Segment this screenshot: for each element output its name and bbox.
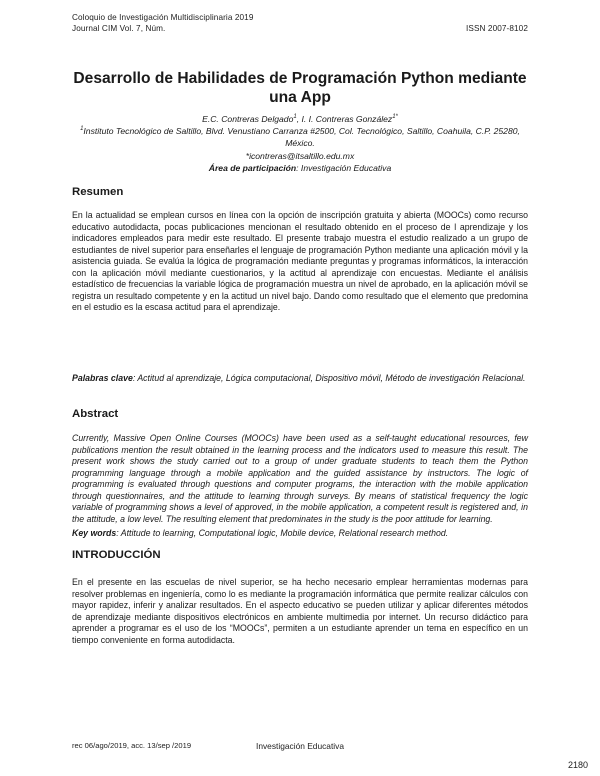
issn-label: ISSN 2007-8102: [466, 24, 528, 33]
affiliation-text: Instituto Tecnológico de Saltillo, Blvd. Venustiano Carranza #2500, Col. Tecnológico, Saltillo, Coahuila, C.P. 25280, México.: [83, 126, 520, 148]
author-email[interactable]: *icontreras@itsaltillo.edu.mx: [245, 151, 355, 161]
area-value: : Investigación Educativa: [296, 163, 392, 173]
abstract-paragraph: Currently, Massive Open Online Courses (MOOCs) have been used as a self-taught educational resources, few publications mention the result obtained in the learning process and the indicators used to measure this result. The present work shows the study carried out to a group of under graduate students to teach them the Python programming language through a mobile application and the guided assistance by instructors. The logic of programming is evaluated through questions and computer programs, the interaction with the mobile application through questionnaires, and the attitude to learning through surveys. By means of statistical frequency the logic variable of programming shows a level of approved, in the mobile application, a competent result is registered and, in the attitude, a low level. The resulting element that predominates in the study is the poor attitude for learning.: [72, 433, 528, 524]
introduccion-heading: INTRODUCCIÓN: [72, 549, 161, 561]
palabras-clave-text: : Actitud al aprendizaje, Lógica computacional, Dispositivo móvil, Método de investigación Relacional.: [132, 373, 526, 383]
palabras-clave-label: Palabras clave: [72, 373, 133, 383]
author-name-1: E.C. Contreras Delgado: [202, 114, 294, 124]
palabras-clave: [72, 373, 528, 385]
author-sup-2: 1*: [392, 114, 398, 121]
author-sup-1: 1: [293, 114, 297, 121]
resumen-paragraph: En la actualidad se emplean cursos en línea con la opción de inscripción gratuita y abierta (MOOCs) como recurso educativo autodidacta, pocas publicaciones mencionan el resultado obtenido en el proceso de l aprendizaje y los indicadores empleados para medir este resultado. El presente trabajo muestra el estudio realizado a un grupo de estudiantes de nivel superior para enseñarles el lenguaje de programación Python mediante una aplicación móvil y la asistencia guiada. Se evalúa la lógica de programación mediante preguntas y programas informáticos, la interacción con la aplicación móvil mediante cuestionarios, y la actitud al aprendizaje con encuestas. Mediante el análisis estadístico de frecuencias la variable lógica de programación muestra un nivel de aprobado, en la aplicación móvil se registra un resultado competente y en la actitud un nivel bajo. Dando como resultado que el elemento que predomina en el estudio es la escasa actitud para el aprendizaje.: [72, 210, 528, 313]
key-words-label: Key words: [72, 528, 117, 538]
key-words: [72, 528, 528, 540]
journal-header-line1: Coloquio de Investigación Multidisciplinaria 2019: [72, 13, 254, 22]
participation-area: [72, 162, 528, 174]
key-words-text: : Attitude to learning, Computational logic, Mobile device, Relational research method.: [116, 528, 449, 538]
author-list: [72, 113, 528, 125]
journal-header-line2: Journal CIM Vol. 7, Núm.: [72, 24, 166, 33]
footer-section-label: Investigación Educativa: [256, 741, 344, 751]
abstract-heading: Abstract: [72, 408, 119, 420]
paper-title: Desarrollo de Habilidades de Programación Python mediante una App: [73, 70, 527, 106]
received-accepted-dates: rec 06/ago/2019, acc. 13/sep /2019: [72, 741, 192, 750]
resumen-heading: Resumen: [72, 186, 124, 198]
area-label: Área de participación: [208, 163, 297, 173]
introduccion-paragraph: En el presente en las escuelas de nivel superior, se ha hecho necesario emplear herramientas modernas para resolver problemas en ingeniería, como lo es mediante la programación informática que permite realizar cálculos con mayor rapidez, inferir y analizar resultados. En el aspecto educativo se pueden utilizar y aplicar diferentes métodos de aprendizaje mediante dispositivos electrónicos en ambiente multimedia por internet. Un recurso didáctico para aprender a programar es el uso de los “MOOCs”, permiten a un estudiante aprender un tema en específico en un tiempo conveniente en forma autodidacta.: [72, 577, 528, 645]
author-name-2: , I. I. Contreras González: [296, 114, 393, 124]
author-affiliation: [72, 125, 528, 149]
affiliation-sup: 1: [80, 126, 84, 133]
page-number: 2180: [567, 760, 588, 770]
